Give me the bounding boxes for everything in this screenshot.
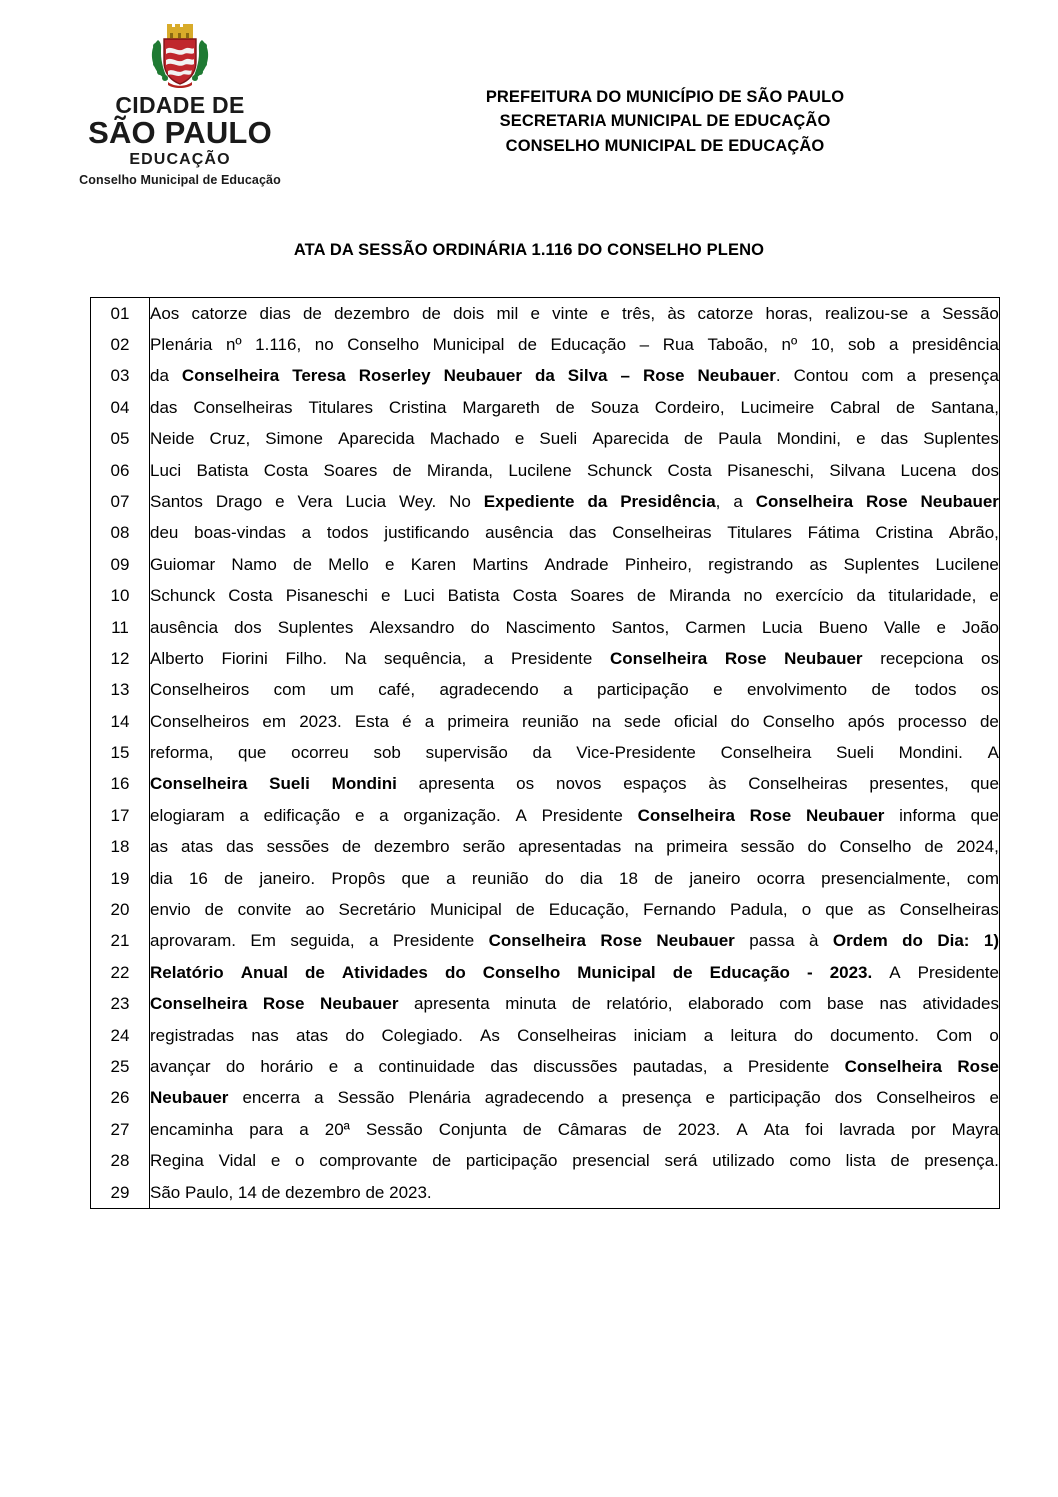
line-number: 19 — [110, 868, 130, 888]
minutes-line: Conselheiros com um café, agradecendo a participação e envolvimento de todos os — [150, 680, 999, 700]
line-number: 02 — [110, 335, 130, 354]
line-number: 28 — [110, 1151, 130, 1171]
line-number: 16 — [110, 774, 130, 794]
minutes-line: dia 16 de janeiro. Propôs que a reunião do dia 18 de janeiro ocorra presencialmente, com — [150, 868, 999, 888]
line-number: 18 — [110, 837, 130, 857]
line-number: 03 — [110, 366, 130, 386]
minutes-line: Regina Vidal e o comprovante de participação presencial será utilizado como lista de presença. — [150, 1151, 999, 1171]
line-number: 17 — [110, 805, 130, 825]
minutes-line: encaminha para a 20ª Sessão Conjunta de Câmaras de 2023. A Ata foi lavrada por Mayra — [150, 1119, 999, 1139]
line-number: 20 — [110, 900, 130, 920]
brand-cidade-de: CIDADE DE — [115, 92, 245, 118]
line-number: 15 — [110, 743, 130, 763]
minutes-line: envio de convite ao Secretário Municipal de Educação, Fernando Padula, o que as Conselheiras — [150, 900, 999, 920]
minutes-line: Aos catorze dias de dezembro de dois mil e vinte e três, às catorze horas, realizou-se a Sessão — [150, 303, 999, 323]
minutes-line: Conselheira Rose Neubauer apresenta minuta de relatório, elaborado com base nas atividades — [150, 994, 999, 1014]
minutes-line: São Paulo, 14 de dezembro de 2023. — [150, 1182, 432, 1202]
table-row — [91, 298, 999, 1208]
line-number-column — [91, 298, 150, 1208]
minutes-line: Conselheiros em 2023. Esta é a primeira reunião na sede oficial do Conselho após processo de — [150, 711, 999, 731]
line-number: 04 — [110, 397, 130, 417]
minutes-line: Guiomar Namo de Mello e Karen Martins Andrade Pinheiro, registrando as Suplentes Lucilene — [150, 554, 999, 574]
minutes-table-container — [90, 297, 1000, 1209]
line-number: 06 — [110, 460, 130, 480]
line-number: 14 — [110, 711, 130, 731]
minutes-text-column — [150, 298, 1000, 1208]
line-number: 13 — [110, 680, 130, 700]
minutes-line: deu boas-vindas a todos justificando ausência das Conselheiras Titulares Fátima Cristina Abrão, — [150, 523, 999, 543]
minutes-line: as atas das sessões de dezembro serão apresentadas na primeira sessão do Conselho de 2024, — [150, 837, 999, 857]
line-number: 08 — [110, 523, 130, 543]
minutes-line: Santos Drago e Vera Lucia Wey. No Expediente da Presidência, a Conselheira Rose Neubauer — [150, 491, 999, 511]
line-number: 10 — [110, 586, 130, 606]
line-number: 05 — [110, 429, 130, 449]
minutes-line: avançar do horário e a continuidade das discussões pautadas, a Presidente Conselheira Rose — [150, 1056, 999, 1076]
minutes-line: reforma, que ocorreu sob supervisão da Vice-Presidente Conselheira Sueli Mondini. A — [150, 743, 999, 763]
line-number: 07 — [110, 491, 130, 511]
line-number: 22 — [110, 962, 130, 982]
line-number: 25 — [110, 1056, 130, 1076]
minutes-line: Neide Cruz, Simone Aparecida Machado e Sueli Aparecida de Paula Mondini, e das Suplentes — [150, 429, 999, 449]
minutes-line: aprovaram. Em seguida, a Presidente Conselheira Rose Neubauer passa à Ordem do Dia: 1) — [150, 931, 999, 951]
minutes-table — [91, 298, 999, 1208]
minutes-line: Luci Batista Costa Soares de Miranda, Lucilene Schunck Costa Pisaneschi, Silvana Lucena dos — [150, 460, 999, 480]
sao-paulo-coat-of-arms-icon — [148, 22, 212, 90]
org-title-conselho: CONSELHO MUNICIPAL DE EDUCAÇÃO — [505, 136, 825, 155]
organization-titles — [330, 22, 1058, 158]
minutes-line: Schunck Costa Pisaneschi e Luci Batista Costa Soares de Miranda no exercício da titularidade, e — [150, 586, 999, 606]
line-number: 01 — [110, 303, 130, 323]
minutes-line: Conselheira Sueli Mondini apresenta os novos espaços às Conselheiras presentes, que — [150, 774, 999, 794]
minutes-line: Neubauer encerra a Sessão Plenária agradecendo a presença e participação dos Conselheiros e — [150, 1088, 999, 1108]
line-number: 29 — [110, 1182, 130, 1202]
line-number: 09 — [110, 554, 130, 574]
line-number: 24 — [110, 1025, 130, 1045]
page-title: ATA DA SESSÃO ORDINÁRIA 1.116 DO CONSELHO PLENO — [293, 240, 765, 259]
minutes-line: registradas nas atas do Colegiado. As Conselheiras iniciam a leitura do documento. Com o — [150, 1025, 999, 1045]
brand-block — [0, 22, 330, 187]
minutes-line: Alberto Fiorini Filho. Na sequência, a Presidente Conselheira Rose Neubauer recepciona os — [150, 648, 999, 668]
org-title-prefeitura: PREFEITURA DO MUNICÍPIO DE SÃO PAULO — [485, 88, 845, 106]
line-number: 21 — [110, 931, 130, 951]
line-number: 23 — [110, 994, 130, 1014]
line-number: 27 — [110, 1119, 130, 1139]
line-number: 11 — [111, 617, 129, 637]
document-header — [0, 0, 1058, 187]
minutes-line: Plenária nº 1.116, no Conselho Municipal de Educação – Rua Taboão, nº 10, sob a presidência — [150, 335, 999, 354]
minutes-line: elogiaram a edificação e a organização. A Presidente Conselheira Rose Neubauer informa que — [150, 805, 999, 825]
minutes-line: da Conselheira Teresa Roserley Neubauer da Silva – Rose Neubauer. Contou com a presença — [150, 366, 999, 386]
minutes-line: ausência dos Suplentes Alexsandro do Nascimento Santos, Carmen Lucia Bueno Valle e João — [150, 617, 999, 637]
brand-educacao: EDUCAÇÃO — [129, 150, 231, 168]
line-number: 12 — [110, 648, 130, 668]
line-number: 26 — [110, 1088, 130, 1108]
org-title-secretaria: SECRETARIA MUNICIPAL DE EDUCAÇÃO — [499, 112, 831, 131]
brand-sao-paulo: SÃO PAULO — [88, 115, 272, 151]
minutes-line: Relatório Anual de Atividades do Conselho Municipal de Educação - 2023. A Presidente — [150, 962, 999, 982]
minutes-line: das Conselheiras Titulares Cristina Margareth de Souza Cordeiro, Lucimeire Cabral de Santana, — [150, 397, 999, 417]
brand-conselho-municipal-de-educacao: Conselho Municipal de Educação — [79, 172, 281, 187]
